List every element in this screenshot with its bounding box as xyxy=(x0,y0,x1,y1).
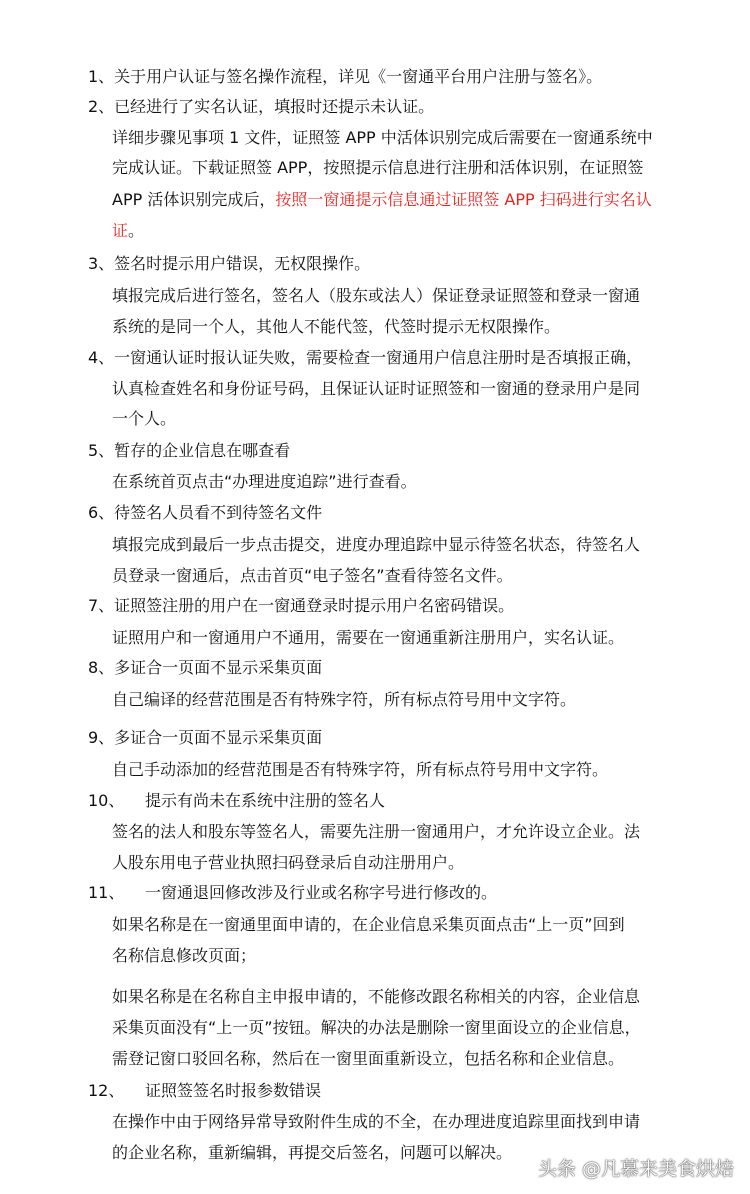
item-10-number: 10、 xyxy=(88,791,125,810)
item-11-answer-line: 采集页面没有“上一页”按钮。解决的办法是删除一窗里面设立的企业信息， xyxy=(112,1018,641,1037)
item-10-answer-line: 签名的法人和股东等签名人，需要先注册一窗通用户，才允许设立企业。法 xyxy=(112,822,641,841)
item-9-question: 9、多证合一页面不显示采集页面 xyxy=(88,728,323,747)
item-2-question: 2、已经进行了实名认证，填报时还提示未认证。 xyxy=(88,97,435,116)
item-2-answer-line: 完成认证。下载证照签 APP，按照提示信息进行注册和活体识别，在证照签 xyxy=(112,158,644,177)
item-12-answer-line: 的企业名称，重新编辑，再提交后签名，问题可以解决。 xyxy=(112,1143,513,1162)
answer-text: APP 活体识别完成后， xyxy=(112,190,276,209)
item-2-answer-line xyxy=(112,190,652,210)
item-6-answer-line: 员登录一窗通后，点击首页“电子签名”查看待签名文件。 xyxy=(112,566,513,585)
item-7-question: 7、证照签注册的用户在一窗通登录时提示用户名密码错误。 xyxy=(88,596,515,615)
item-12-number: 12、 xyxy=(88,1081,125,1100)
highlighted-text: 证 xyxy=(112,221,129,240)
item-12-question: 证照签签名时报参数错误 xyxy=(145,1081,322,1100)
item-4-question: 4、一窗通认证时报认证失败，需要检查一窗通用户信息注册时是否填报正确， xyxy=(88,348,643,367)
item-8-answer-line: 自己编译的经营范围是否有特殊字符，所有标点符号用中文字符。 xyxy=(112,690,577,709)
item-10-answer-line: 人股东用电子营业执照扫码登录后自动注册用户。 xyxy=(112,853,465,872)
item-5-question: 5、暂存的企业信息在哪查看 xyxy=(88,441,291,460)
item-3-answer-line: 填报完成后进行签名，签名人（股东或法人）保证登录证照签和登录一窗通 xyxy=(112,286,641,305)
item-4-answer-line: 认真检查姓名和身份证号码，且保证认证时证照签和一窗通的登录用户是同 xyxy=(112,379,641,398)
item-11-number: 11、 xyxy=(88,883,125,902)
item-8-question: 8、多证合一页面不显示采集页面 xyxy=(88,658,323,677)
item-11-answer-line: 如果名称是在一窗通里面申请的，在企业信息采集页面点击“上一页”回到 xyxy=(112,915,625,934)
item-2-answer-line xyxy=(112,221,144,241)
item-6-answer-line: 填报完成到最后一步点击提交，进度办理追踪中显示待签名状态，待签名人 xyxy=(112,535,641,554)
item-3-question: 3、签名时提示用户错误，无权限操作。 xyxy=(88,254,371,273)
item-10-question: 提示有尚未在系统中注册的签名人 xyxy=(145,791,386,810)
item-6-question: 6、待签名人员看不到待签名文件 xyxy=(88,503,323,522)
item-4-answer-line: 一个人。 xyxy=(112,409,177,428)
answer-text: 。 xyxy=(128,221,145,240)
item-5-answer-line: 在系统首页点击“办理进度追踪”进行查看。 xyxy=(112,472,417,491)
item-2-answer-line: 详细步骤见事项 1 文件，证照签 APP 中活体识别完成后需要在一窗通系统中 xyxy=(112,128,653,147)
item-9-answer-line: 自己手动添加的经营范围是否有特殊字符，所有标点符号用中文字符。 xyxy=(112,760,609,779)
item-11-question: 一窗通退回修改涉及行业或名称字号进行修改的。 xyxy=(145,883,498,902)
item-7-answer-line: 证照用户和一窗通用户不通用，需要在一窗通重新注册用户，实名认证。 xyxy=(112,628,625,647)
watermark: 头条 @凡慕来美食烘焙 xyxy=(538,1158,735,1180)
item-11-answer-line: 如果名称是在名称自主申报申请的，不能修改跟名称相关的内容，企业信息 xyxy=(112,987,641,1006)
item-1-question: 1、关于用户认证与签名操作流程，详见《一窗通平台用户注册与签名》。 xyxy=(88,67,603,86)
item-12-answer-line: 在操作中由于网络异常导致附件生成的不全，在办理进度追踪里面找到申请 xyxy=(112,1112,641,1131)
item-11-answer-line: 名称信息修改页面； xyxy=(112,946,257,965)
item-3-answer-line: 系统的是同一个人，其他人不能代签，代签时提示无权限操作。 xyxy=(112,317,561,336)
item-11-answer-line: 需登记窗口驳回名称，然后在一窗里面重新设立，包括名称和企业信息。 xyxy=(112,1049,625,1068)
highlighted-text: 按照一窗通提示信息通过证照签 APP 扫码进行实名认 xyxy=(275,190,652,209)
